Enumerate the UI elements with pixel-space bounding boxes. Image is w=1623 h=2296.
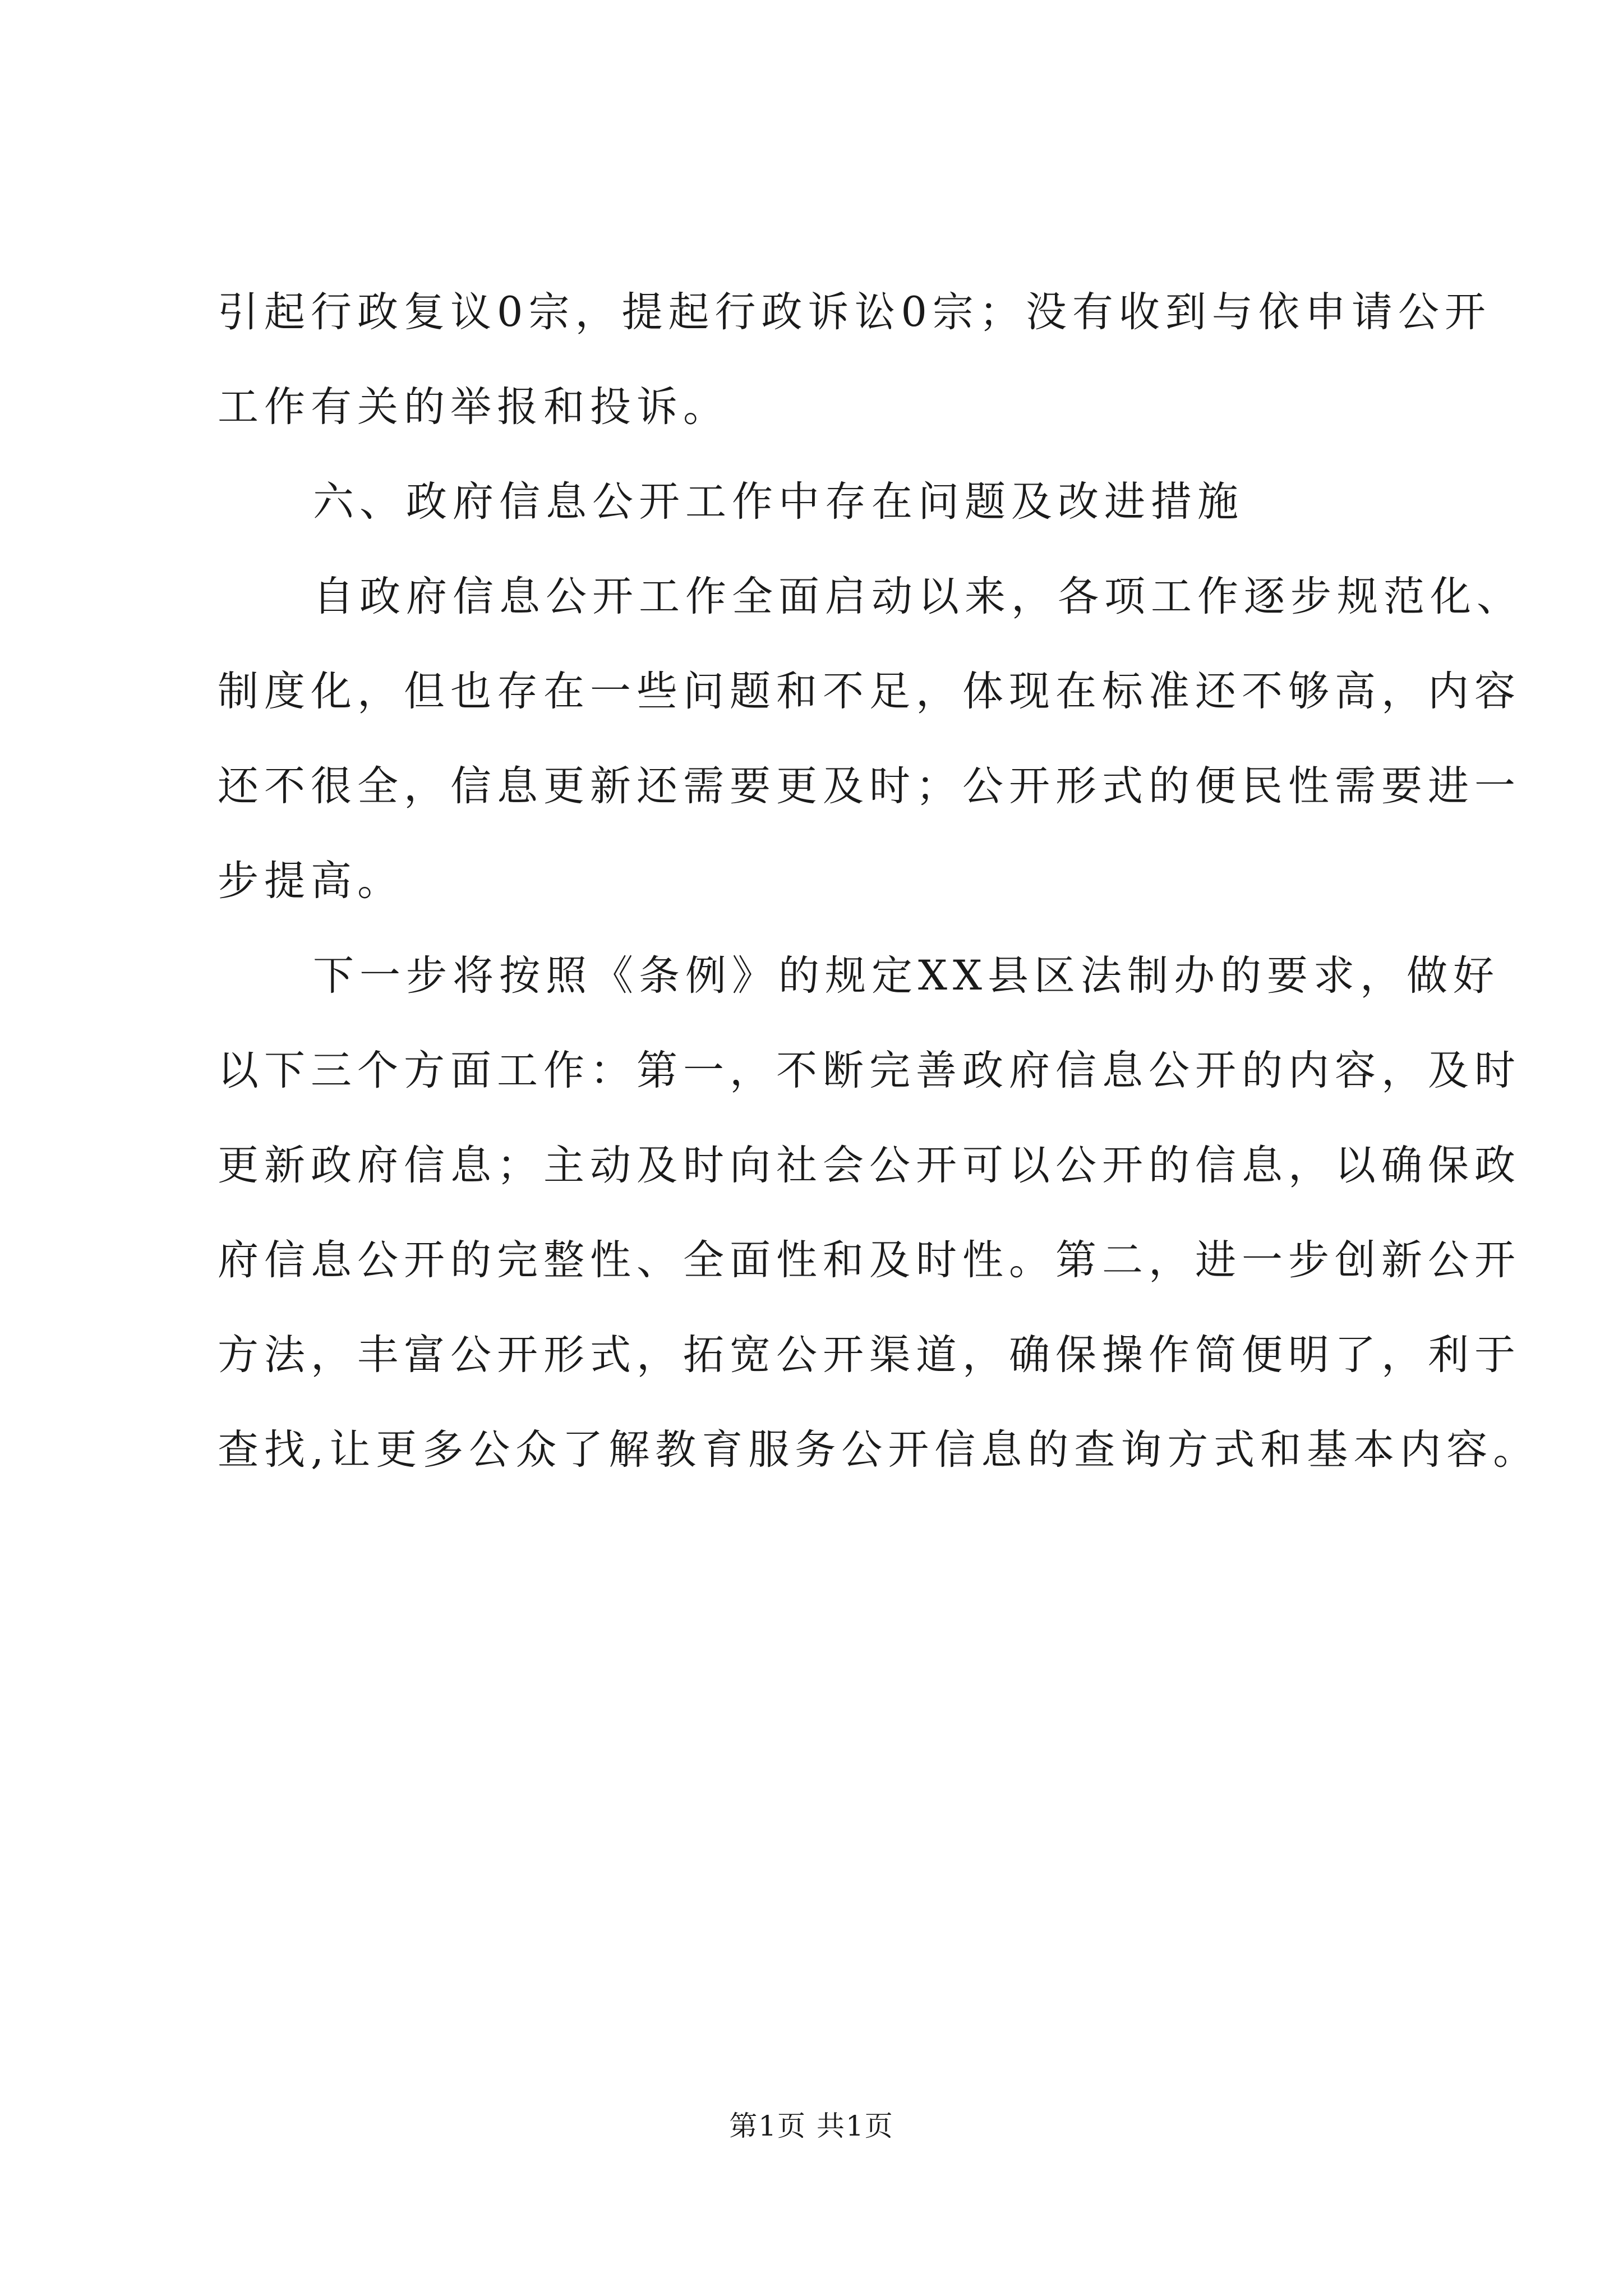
text-line: 引起行政复议0宗，提起行政诉讼0宗；没有收到与依申请公开 <box>218 288 1491 336</box>
text-line: 制度化，但也存在一些问题和不足，体现在标准还不够高，内容 <box>218 668 1521 715</box>
paragraph-complaints-summary <box>218 288 1491 431</box>
text-line: 以下三个方面工作：第一，不断完善政府信息公开的内容，及时 <box>218 1047 1521 1094</box>
text-line: 下一步将按照《条例》的规定XX县区法制办的要求，做好 <box>313 952 1500 1000</box>
text-line: 还不很全，信息更新还需要更及时；公开形式的便民性需要进一 <box>218 762 1521 810</box>
text-line: 自政府信息公开工作全面启动以来，各项工作逐步规范化、 <box>313 573 1523 620</box>
page-footer <box>0 2112 1623 2140</box>
text-line: 查找,让更多公众了解教育服务公开信息的查询方式和基本内容。 <box>218 1426 1540 1474</box>
page-number-label: 第1页 共1页 <box>729 2110 894 2142</box>
text-line: 府信息公开的完整性、全面性和及时性。第二，进一步创新公开 <box>218 1236 1521 1284</box>
text-line: 工作有关的举报和投诉。 <box>218 383 730 431</box>
paragraph-existing-problems <box>218 573 1523 905</box>
text-line: 更新政府信息；主动及时向社会公开可以公开的信息，以确保政 <box>218 1142 1521 1189</box>
paragraph-next-steps <box>218 952 1540 1474</box>
document-body <box>218 288 1540 1524</box>
text-line: 方法，丰富公开形式，拓宽公开渠道，确保操作简便明了，利于 <box>218 1331 1521 1379</box>
text-line: 步提高。 <box>218 857 404 905</box>
section-heading: 六、政府信息公开工作中存在问题及改进措施 <box>313 478 1244 526</box>
section-heading-problems-and-improvements <box>218 478 1412 526</box>
